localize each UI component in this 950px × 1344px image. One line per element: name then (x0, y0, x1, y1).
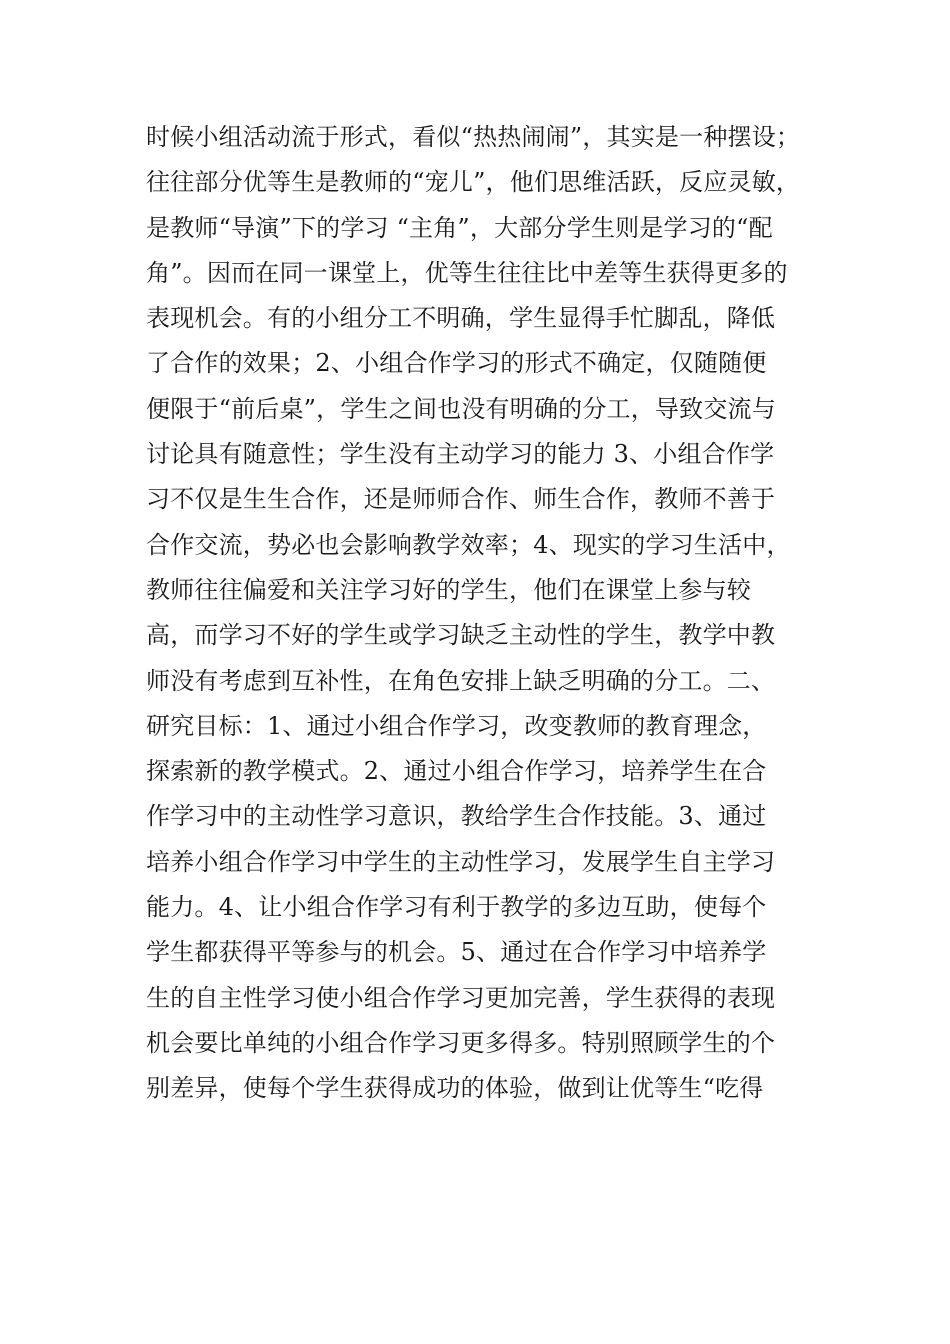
text-line: 讨论具有随意性；学生没有主动学习的能力 3、小组合作学 (146, 440, 775, 469)
text-line: 时候小组活动流于形式，看似“热热闹闹”，其实是一种摆设； (146, 123, 801, 151)
text-line: 合作交流，势必也会影响教学效率；4、现实的学习生活中， (146, 530, 791, 559)
text-line: 角”。因而在同一课堂上，优等生往往比中差等生获得更多的 (146, 258, 788, 287)
text-line: 师没有考虑到互补性，在角色安排上缺乏明确的分工。二、 (146, 666, 776, 695)
text-line: 便限于“前后桌”，学生之间也没有明确的分工，导致交流与 (146, 394, 776, 423)
text-line: 了合作的效果；2、小组合作学习的形式不确定，仅随随便 (146, 349, 767, 378)
text-line: 机会要比单纯的小组合作学习更多得多。特别照顾学生的个 (146, 1028, 776, 1057)
text-line: 培养小组合作学习中学生的主动性学习，发展学生自主学习 (146, 847, 776, 876)
text-line: 作学习中的主动性学习意识，教给学生合作技能。3、通过 (146, 802, 767, 831)
text-line: 探索新的教学模式。2、通过小组合作学习，培养学生在合 (146, 757, 767, 786)
text-line: 能力。4、让小组合作学习有利于教学的多边互助，使每个 (146, 893, 767, 922)
text-line: 生的自主性学习使小组合作学习更加完善，学生获得的表现 (146, 983, 776, 1012)
text-line: 是教师“导演”下的学习 “主角”，大部分学生则是学习的“配 (146, 213, 773, 242)
text-line: 学生都获得平等参与的机会。5、通过在合作学习中培养学 (146, 938, 767, 967)
text-line: 别差异，使每个学生获得成功的体验，做到让优等生“吃得 (146, 1074, 764, 1103)
text-line: 往往部分优等生是教师的“宠儿”，他们思维活跃，反应灵敏， (146, 168, 801, 197)
text-line: 高，而学习不好的学生或学习缺乏主动性的学生，教学中教 (146, 621, 776, 650)
body-text (146, 115, 846, 1112)
text-line: 研究目标：1、通过小组合作学习，改变教师的教育理念， (146, 711, 767, 740)
text-line: 习不仅是生生合作，还是师师合作、师生合作，教师不善于 (146, 485, 776, 514)
text-line: 表现机会。有的小组分工不明确，学生显得手忙脚乱，降低 (146, 304, 776, 333)
text-line: 教师往往偏爱和关注学习好的学生，他们在课堂上参与较 (146, 575, 751, 604)
